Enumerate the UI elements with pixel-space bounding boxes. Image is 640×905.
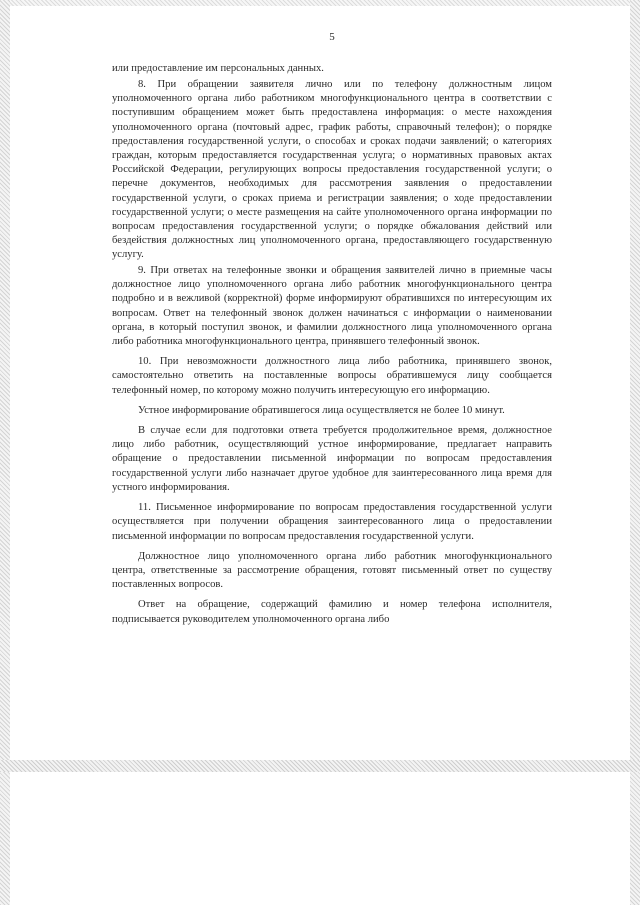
paragraph-answer-signature: Ответ на обращение, содержащий фамилию и номер телефона исполнителя, подписывается руководителем уполномоченного органа либо <box>112 599 552 625</box>
paragraph-continuation: или предоставление им персональных данных. <box>112 63 324 75</box>
paragraph-item-10: 10. При невозможности должностного лица либо работника, принявшего звонок, самостоятельно ответить на поставленные вопросы обратившемуся лицу сообщается телефонный номер, по которому можно получить интересующую его информацию. <box>112 356 552 396</box>
scan-border-bottom <box>0 760 640 772</box>
paragraph-item-8: 8. При обращении заявителя лично или по телефону должностным лицом уполномоченного органа либо работником многофункционального центра в соответствии с поступившим обращением может быть предоставлена информация: о месте нахождения уполномоченного органа (почтовый адрес, график работы, справочный телефон); о порядке предоставления государственной услуги, о способах и сроках подачи заявлений; о категориях граждан, которым предоставляется государственная услуга; о нормативных правовых актах Российской Федерации, регулирующих вопросы предоставления государственной услуги; о перечне документов, необходимых для рассмотрения заявления о предоставлении государственной услуги, о сроках приема и регистрации заявления; о ходе предоставлении государственной услуги; о месте размещения на сайте уполномоченного органа информации по вопросам предоставления государственной услуги; о порядке обжалования действий или бездействия должностных лиц уполномоченного органа, предоставляющего государственную услугу. <box>112 78 552 261</box>
paragraph-item-11: 11. Письменное информирование по вопросам предоставления государственной услуги осуществляется при получении обращения заинтересованного лица о предоставлении письменной информации по вопросам предоставления государственной услуги. <box>112 502 552 542</box>
scan-border-top <box>0 0 640 6</box>
paragraph-long-answer: В случае если для подготовки ответа требуется продолжительное время, должностное лицо либо работник, осуществляющий устное информирование, предлагает направить обращение о предоставлении письменной информации по вопросам предоставления государственной услуги либо назначает другое удобное для заинтересованного лица время для устного информирования. <box>112 425 552 493</box>
page-number: 5 <box>329 31 335 43</box>
paragraph-responsible-officials: Должностное лицо уполномоченного органа либо работник многофункционального центра, ответственные за рассмотрение обращения, готовят письменный ответ по существу поставленных вопросов. <box>112 550 552 591</box>
paragraph-oral-duration: Устное информирование обратившегося лица осуществляется не более 10 минут. <box>138 404 505 416</box>
document-page <box>112 30 552 628</box>
paragraph-item-9: 9. При ответах на телефонные звонки и обращения заявителей лично в приемные часы должностное лицо уполномоченного органа либо работник многофункционального центра подробно и в вежливой (корректной) форме информируют обратившихся по интересующим их вопросам. Ответ на телефонный звонок должен начинаться с информации о наименовании органа, в который поступил звонок, и фамилии должностного лица уполномоченного органа либо работника многофункционального центра, принявшего телефонный звонок. <box>112 265 552 348</box>
